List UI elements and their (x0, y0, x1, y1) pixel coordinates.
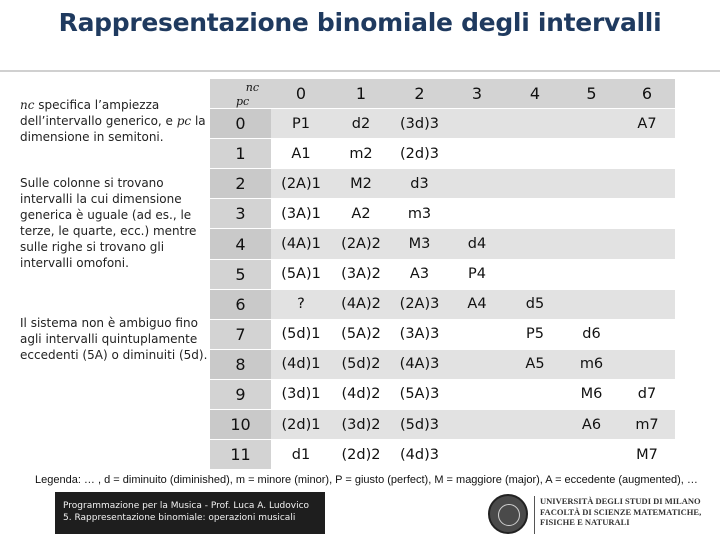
university-line-3: FISICHE E NATURALI (540, 517, 630, 527)
table-row (210, 139, 675, 169)
table-body (210, 79, 675, 469)
interval-cell: (4A)2 (331, 289, 391, 319)
interval-cell: (4d)2 (331, 379, 391, 409)
interval-cell (619, 259, 675, 289)
interval-cell: M6 (564, 379, 619, 409)
interval-cell (448, 199, 506, 229)
interval-cell: d5 (506, 289, 564, 319)
table-row (210, 319, 675, 349)
row-header-pc: 10 (210, 410, 271, 440)
interval-cell (506, 109, 564, 139)
interval-cell (619, 169, 675, 199)
university-logo (482, 490, 720, 540)
row-header-pc: 11 (210, 440, 271, 470)
interval-cell (506, 440, 564, 470)
table-row (210, 349, 675, 379)
interval-cell (564, 169, 619, 199)
side-note-text-b: la dimensione in semitoni. (20, 114, 206, 144)
interval-cell (506, 199, 564, 229)
interval-cell (448, 349, 506, 379)
interval-cell: (4d)1 (271, 349, 331, 379)
interval-cell: M7 (619, 440, 675, 470)
university-line-1: UNIVERSITÀ DEGLI STUDI DI MILANO (540, 496, 701, 506)
interval-cell: m7 (619, 410, 675, 440)
table-row (210, 410, 675, 440)
var-pc: pc (176, 114, 192, 128)
interval-cell: d3 (391, 169, 448, 199)
table-row (210, 259, 675, 289)
slide-title: Rappresentazione binomiale degli intervalli (58, 8, 662, 37)
interval-cell: (2A)1 (271, 169, 331, 199)
interval-cell: (3d)2 (331, 410, 391, 440)
row-header-pc: 1 (210, 139, 271, 169)
row-header-pc: 0 (210, 109, 271, 139)
interval-cell: A5 (506, 349, 564, 379)
interval-cell (564, 259, 619, 289)
row-header-pc: 9 (210, 379, 271, 409)
interval-cell (506, 139, 564, 169)
interval-cell (506, 379, 564, 409)
row-header-pc: 6 (210, 289, 271, 319)
interval-cell: A4 (448, 289, 506, 319)
column-header: 2 (391, 79, 448, 109)
binomial-interval-table (210, 79, 675, 469)
interval-cell: (3d)1 (271, 379, 331, 409)
interval-cell (564, 440, 619, 470)
title-divider (0, 70, 720, 72)
table-header-row (210, 79, 675, 109)
interval-cell (619, 349, 675, 379)
interval-cell: m2 (331, 139, 391, 169)
logo-separator (534, 496, 535, 534)
interval-cell (619, 199, 675, 229)
interval-cell: (5A)3 (391, 379, 448, 409)
table-row (210, 199, 675, 229)
interval-cell (506, 259, 564, 289)
legend-text: Legenda: … , d = diminuito (diminished), m = minore (minor), P = giusto (perfect), M = maggiore (major), A = eccedente (augmented), … (35, 474, 698, 486)
interval-cell: P1 (271, 109, 331, 139)
interval-cell: (2d)3 (391, 139, 448, 169)
column-header: 4 (506, 79, 564, 109)
footer-course-box (55, 492, 325, 534)
interval-cell (448, 109, 506, 139)
footer-course-line: Programmazione per la Musica - Prof. Luca A. Ludovico (63, 501, 310, 511)
university-name (540, 496, 701, 528)
interval-cell: (5A)1 (271, 259, 331, 289)
row-header-pc: 3 (210, 199, 271, 229)
row-header-pc: 2 (210, 169, 271, 199)
corner-cell (210, 79, 271, 109)
interval-cell (448, 169, 506, 199)
interval-cell: ? (271, 289, 331, 319)
interval-cell (506, 229, 564, 259)
interval-cell (564, 289, 619, 319)
interval-cell: (2d)1 (271, 410, 331, 440)
interval-cell: m3 (391, 199, 448, 229)
interval-cell (564, 229, 619, 259)
interval-cell: (3d)3 (391, 109, 448, 139)
column-header: 0 (271, 79, 331, 109)
table-row (210, 109, 675, 139)
row-header-pc: 4 (210, 229, 271, 259)
interval-cell: M2 (331, 169, 391, 199)
column-header: 1 (331, 79, 391, 109)
interval-cell: d2 (331, 109, 391, 139)
interval-cell: (2d)2 (331, 440, 391, 470)
interval-cell: (3A)3 (391, 319, 448, 349)
interval-cell (506, 410, 564, 440)
corner-label-nc: nc (245, 81, 259, 95)
side-note-ambiguity: Il sistema non è ambiguo fino agli intervalli quintuplamente eccedenti (5A) o diminuiti (5d). (20, 316, 208, 362)
interval-cell (506, 169, 564, 199)
table-row (210, 289, 675, 319)
interval-cell (448, 139, 506, 169)
interval-cell: (4A)1 (271, 229, 331, 259)
table-row (210, 169, 675, 199)
interval-cell: (5d)1 (271, 319, 331, 349)
interval-cell: (5d)3 (391, 410, 448, 440)
side-note-nc-pc (20, 97, 210, 145)
interval-cell: A7 (619, 109, 675, 139)
side-note-text-a: specifica l’ampiezza dell’intervallo generico, e (20, 98, 177, 128)
interval-cell: P4 (448, 259, 506, 289)
row-header-pc: 7 (210, 319, 271, 349)
interval-cell (448, 440, 506, 470)
interval-cell: A1 (271, 139, 331, 169)
interval-cell: d6 (564, 319, 619, 349)
interval-cell (619, 139, 675, 169)
interval-cell: P5 (506, 319, 564, 349)
row-header-pc: 8 (210, 349, 271, 379)
corner-label-pc: pc (236, 95, 250, 109)
interval-cell: (2A)2 (331, 229, 391, 259)
interval-cell: d7 (619, 379, 675, 409)
interval-cell (448, 379, 506, 409)
side-note-columns-rows: Sulle colonne si trovano intervalli la cui dimensione generica è uguale (ad es., le terze, le quarte, ecc.) mentre sulle righe si trovano gli intervalli omofoni. (20, 176, 197, 270)
table-row (210, 440, 675, 470)
interval-cell: (3A)1 (271, 199, 331, 229)
interval-cell: M3 (391, 229, 448, 259)
interval-cell: A3 (391, 259, 448, 289)
var-nc: nc (20, 98, 35, 112)
interval-cell: (2A)3 (391, 289, 448, 319)
university-seal-icon (488, 494, 528, 534)
interval-cell (448, 410, 506, 440)
interval-cell (619, 289, 675, 319)
table-row (210, 229, 675, 259)
interval-cell: A6 (564, 410, 619, 440)
interval-cell (448, 319, 506, 349)
interval-cell (619, 229, 675, 259)
university-line-2: FACOLTÀ DI SCIENZE MATEMATICHE, (540, 506, 702, 517)
interval-cell: d1 (271, 440, 331, 470)
interval-cell: d4 (448, 229, 506, 259)
column-header: 6 (619, 79, 675, 109)
row-header-pc: 5 (210, 259, 271, 289)
interval-cell: (4A)3 (391, 349, 448, 379)
interval-cell (619, 319, 675, 349)
interval-cell: A2 (331, 199, 391, 229)
footer-topic-line: 5. Rappresentazione binomiale: operazioni musicali (63, 513, 296, 523)
column-header: 5 (564, 79, 619, 109)
interval-cell: (4d)3 (391, 440, 448, 470)
interval-cell: (5d)2 (331, 349, 391, 379)
column-header: 3 (448, 79, 506, 109)
interval-cell: (5A)2 (331, 319, 391, 349)
interval-cell (564, 139, 619, 169)
interval-cell: m6 (564, 349, 619, 379)
interval-cell (564, 109, 619, 139)
interval-cell: (3A)2 (331, 259, 391, 289)
interval-cell (564, 199, 619, 229)
table-row (210, 379, 675, 409)
